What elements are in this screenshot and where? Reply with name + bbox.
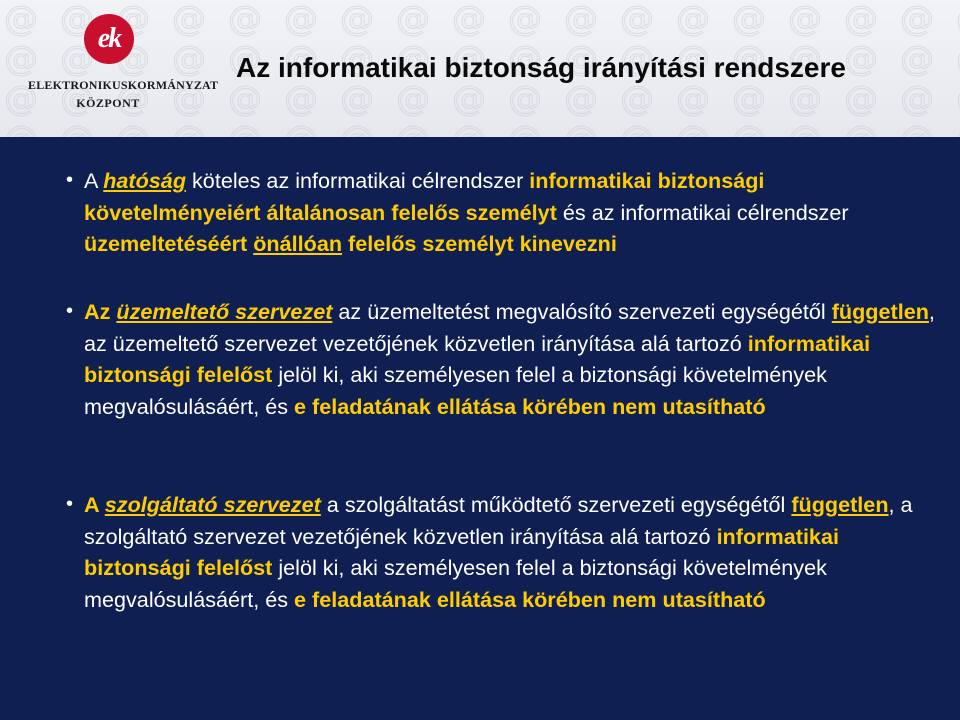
bullet-dot-icon: • <box>66 300 74 322</box>
bullet-dot-icon: • <box>66 169 74 191</box>
text-segment: köteles az informatikai célrendszer <box>186 168 530 193</box>
text-segment: , a szolgáltató szervezet vezetőjének közvetlen irányítása alá tartozó <box>84 492 913 549</box>
text-segment: a szolgáltatást működtető szervezeti egységétől <box>320 492 792 517</box>
logo-text-line2: KÖZPONT <box>76 96 140 110</box>
text-segment: az üzemeltetést megvalósító szervezeti egységétől <box>332 299 832 324</box>
bullet-item-hatosag <box>66 165 944 260</box>
text-segment: , az üzemeltető szervezet vezetőjének közvetlen irányítása alá tartozó <box>84 299 935 356</box>
highlight-text: e feladatának ellátása körében nem utasítható <box>294 586 766 612</box>
highlight-hatosag: hatóság <box>103 168 187 193</box>
highlight-text: üzemeltetéséért <box>84 231 248 256</box>
bullet-item-uzemelteto <box>66 296 944 422</box>
text-segment: jelöl ki, aki személyesen felel a biztonsági követelmények megvalósulásáért, és <box>84 362 827 419</box>
highlight-text: informatikai biztonsági felelőst <box>84 523 839 580</box>
highlight-onalloan: önállóan <box>253 231 343 256</box>
logo-text-line1: ELEKTRONIKUSKORMÁNYZAT <box>28 78 219 92</box>
text-segment: A <box>84 492 105 517</box>
bullet-item-szolgaltato <box>66 489 944 615</box>
text-segment: Az <box>84 299 117 324</box>
highlight-text: felelős személyt kinevezni <box>348 231 617 256</box>
highlight-text: informatikai biztonsági követelményeiért általánosan felelős személyt <box>84 168 765 225</box>
slide-content <box>0 137 960 720</box>
text-segment: jelöl ki, aki személyesen felel a biztonsági követelmények megvalósulásáért, és <box>84 555 827 612</box>
slide-header <box>0 0 960 137</box>
highlight-fuggetlen: független <box>831 299 929 324</box>
bullet-dot-icon: • <box>66 493 74 515</box>
highlight-text: informatikai biztonsági felelőst <box>84 330 871 387</box>
highlight-fuggetlen: független <box>791 492 889 517</box>
ekk-logo-mark: ek <box>84 14 134 64</box>
highlight-text: e feladatának ellátása körében nem utasítható <box>294 393 766 419</box>
slide-title: Az informatikai biztonság irányítási rendszere <box>236 52 846 83</box>
text-segment: és az informatikai célrendszer <box>556 199 849 225</box>
ekk-logo <box>20 14 219 114</box>
text-segment: A <box>84 168 104 193</box>
highlight-szolgaltato-szervezet: szolgáltató szervezet <box>104 492 321 517</box>
highlight-uzemelteto-szervezet: üzemeltető szervezet <box>116 299 333 324</box>
